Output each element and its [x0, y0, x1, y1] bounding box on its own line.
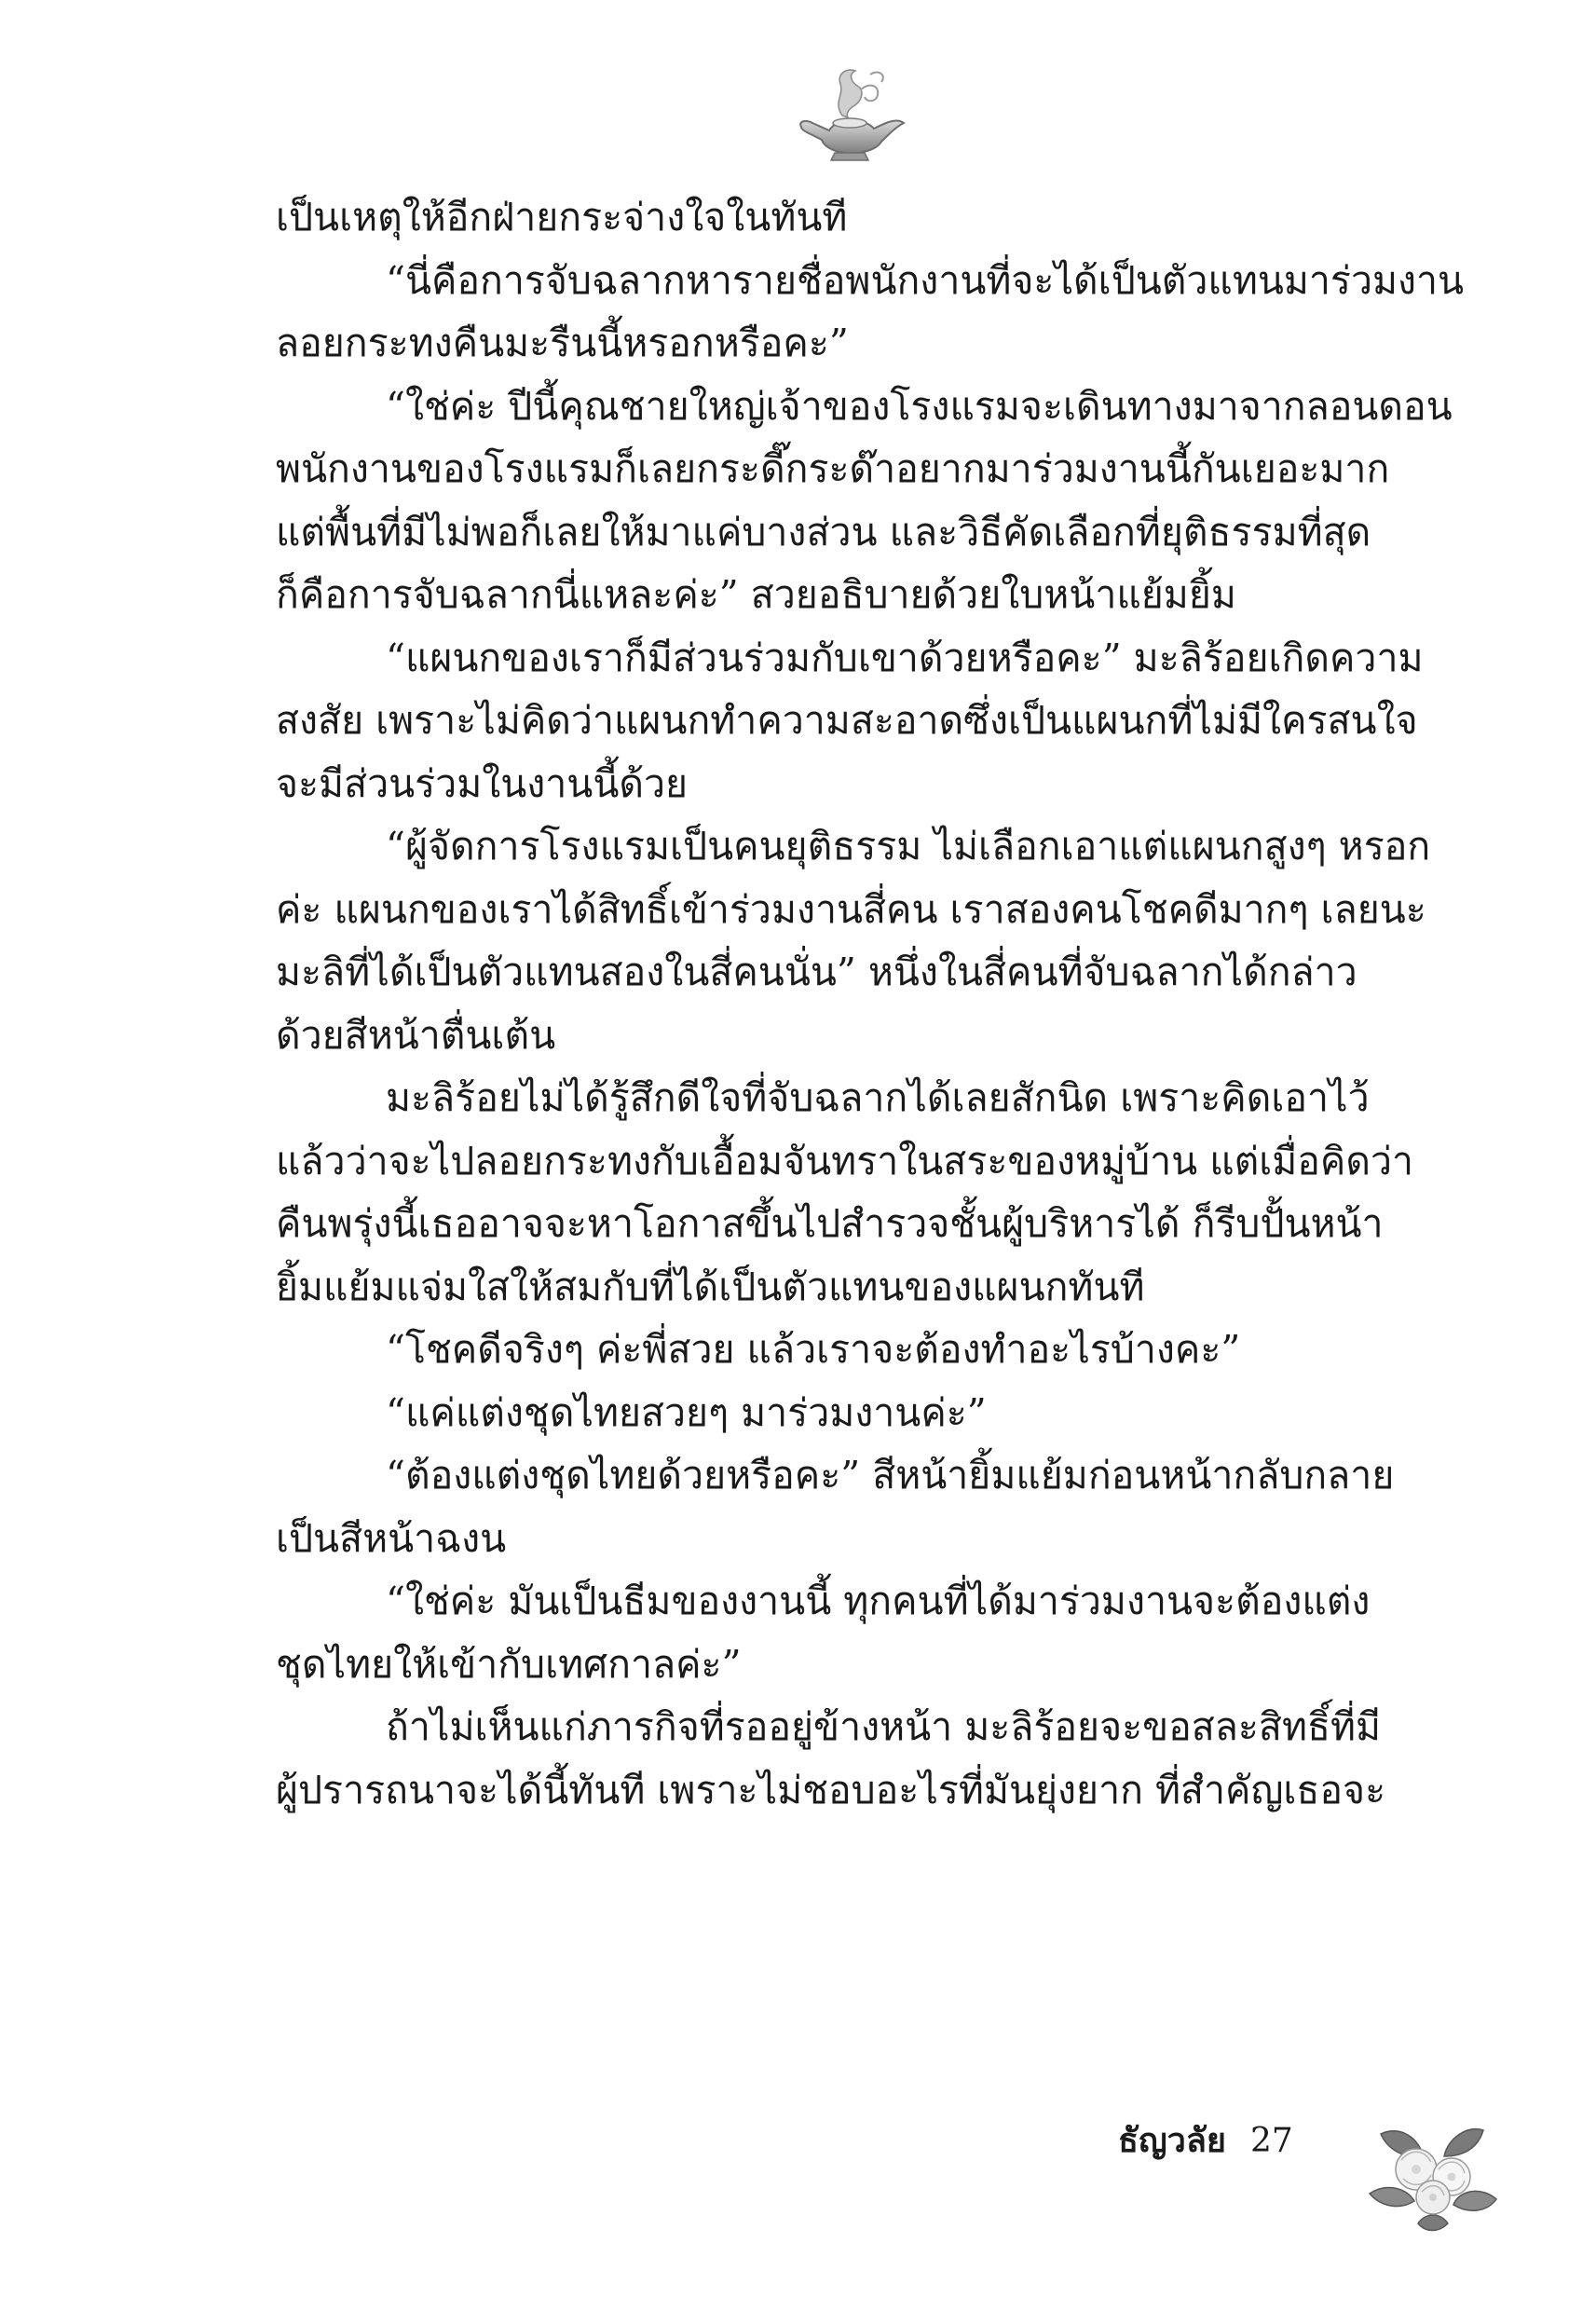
text-line: เป็นสีหน้าฉงน	[276, 1515, 507, 1561]
paragraph-first-line: “โชคดีจริงๆ ค่ะพี่สวย แล้วเราจะต้องทำอะไรบ้างคะ”	[386, 1327, 1241, 1372]
text-line: สงสัย เพราะไม่คิดว่าแผนกทำความสะอาดซึ่งเป็นแผนกที่ไม่มีใครสนใจ	[276, 698, 1418, 743]
text-line: แต่พื้นที่มีไม่พอก็เลยให้มาแค่บางส่วน และวิธีคัดเลือกที่ยุติธรรมที่สุด	[276, 509, 1371, 554]
text-line: คืนพรุ่งนี้เธออาจจะหาโอกาสขึ้นไปสำรวจชั้นผู้บริหารได้ ก็รีบปั้นหน้า	[276, 1201, 1384, 1246]
magic-lamp-icon	[788, 62, 909, 164]
text-line: ด้วยสีหน้าตื่นเต้น	[276, 1012, 556, 1058]
paragraph-first-line: มะลิร้อยไม่ได้รู้สึกดีใจที่จับฉลากได้เลยสักนิด เพราะคิดเอาไว้	[386, 1075, 1370, 1120]
paragraph-first-line: “แผนกของเราก็มีส่วนร่วมกับเขาด้วยหรือคะ” มะลิร้อยเกิดความ	[386, 635, 1424, 680]
text-line: ลอยกระทงคืนมะรืนนี้หรอกหรือคะ”	[276, 321, 849, 365]
paragraph-first-line: “ใช่ค่ะ มันเป็นธีมของงานนี้ ทุกคนที่ได้มาร่วมงานจะต้องแต่ง	[386, 1579, 1371, 1623]
text-line: ชุดไทยให้เข้ากับเทศกาลค่ะ”	[276, 1641, 742, 1687]
paragraph-first-line: “ต้องแต่งชุดไทยด้วยหรือคะ” สีหน้ายิ้มแย้มก่อนหน้ากลับกลาย	[386, 1453, 1395, 1497]
paragraph-first-line: ถ้าไม่เห็นแก่ภารกิจที่รออยู่ข้างหน้า มะลิร้อยจะขอสละสิทธิ์ที่มี	[386, 1704, 1382, 1749]
body-text	[276, 186, 1465, 1822]
page-footer	[1118, 2113, 1293, 2167]
text-line: แล้วว่าจะไปลอยกระทงกับเอื้อมจันทราในสระของหมู่บ้าน แต่เมื่อคิดว่า	[276, 1138, 1414, 1183]
text-line: ยิ้มแย้มแจ่มใสให้สมกับที่ได้เป็นตัวแทนของแผนกทันที	[276, 1264, 1145, 1309]
text-line: ค่ะ แผนกของเราได้สิทธิ์เข้าร่วมงานสี่คน เราสองคนโชคดีมากๆ เลยนะ	[276, 886, 1426, 932]
paragraph-first-line: “ผู้จัดการโรงแรมเป็นคนยุติธรรม ไม่เลือกเอาแต่แผนกสูงๆ หรอก	[386, 824, 1431, 868]
text-line: ผู้ปรารถนาจะได้นี้ทันที เพราะไม่ชอบอะไรที่มันยุ่งยาก ที่สำคัญเธอจะ	[276, 1767, 1386, 1812]
author-name: ธัญวลัย	[1118, 2121, 1227, 2160]
paragraph-first-line: “ใช่ค่ะ ปีนี้คุณชายใหญ่เจ้าของโรงแรมจะเดินทางมาจากลอนดอน	[386, 383, 1453, 429]
text-line: มะลิที่ได้เป็นตัวแทนสองในสี่คนนั่น” หนึ่งในสี่คนที่จับฉลากได้กล่าว	[276, 950, 1357, 994]
paragraph-first-line: “นี่คือการจับฉลากหารายชื่อพนักงานที่จะได้เป็นตัวแทนมาร่วมงาน	[386, 257, 1465, 303]
jasmine-flower-icon	[1362, 2097, 1502, 2236]
page-number: 27	[1250, 2122, 1293, 2160]
text-line: พนักงานของโรงแรมก็เลยกระดี๊กระด๊าอยากมาร่วมงานนี้กันเยอะมาก	[276, 446, 1390, 491]
paragraph-first-line: เป็นเหตุให้อีกฝ่ายกระจ่างใจในทันที	[276, 195, 848, 239]
text-line: จะมีส่วนร่วมในงานนี้ด้วย	[276, 760, 689, 806]
paragraph-first-line: “แค่แต่งชุดไทยสวยๆ มาร่วมงานค่ะ”	[386, 1389, 987, 1435]
text-line: ก็คือการจับฉลากนี่แหละค่ะ” สวยอธิบายด้วยใบหน้าแย้มยิ้ม	[276, 572, 1236, 617]
